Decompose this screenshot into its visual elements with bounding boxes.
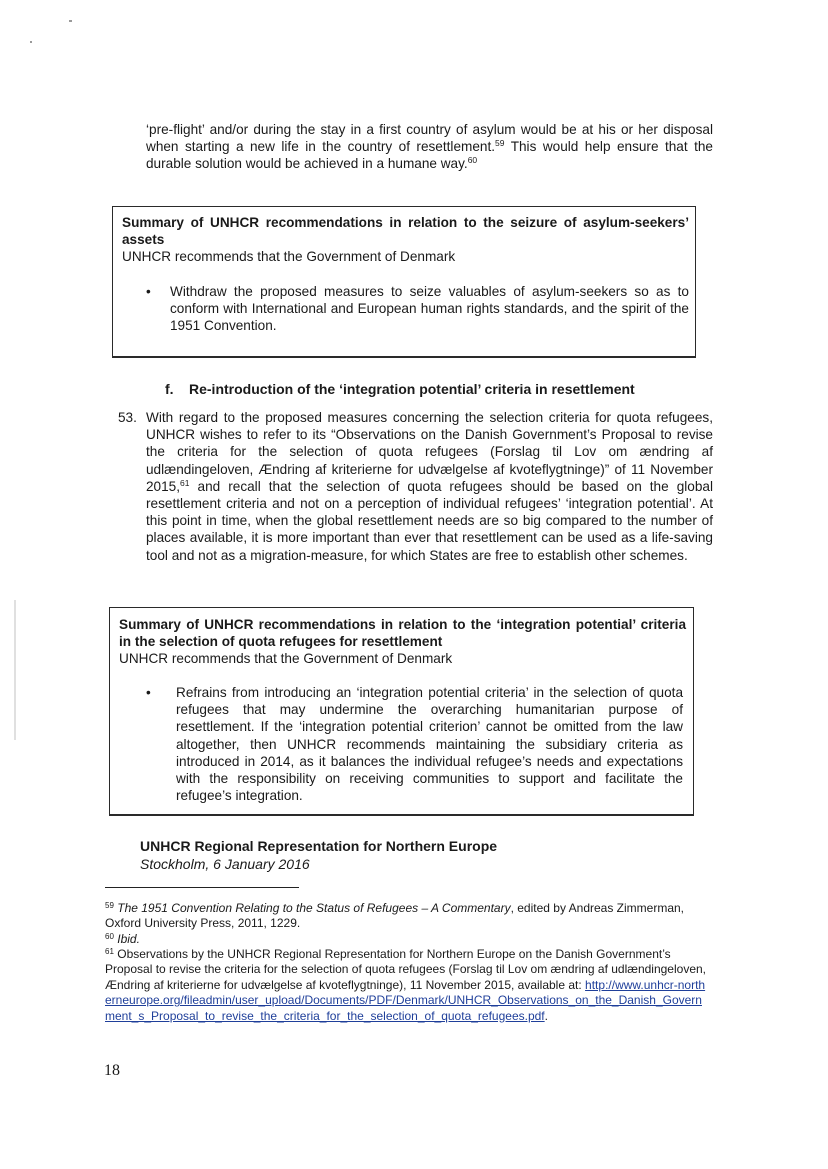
footnote-link[interactable]: http://www.unhcr-northerneurope.org/fileadmin/user_upload/Documents/PDF/Denmark/UNHCR_Observations_on_the_Danish_Government_s_Proposal_to_revise_the_criteria_for_the_selection_of_quota_refugees.pdf (105, 977, 706, 1023)
paragraph-text: and recall that the selection of quota refugees should be based on the global resettlement criteria and not on a perception of individual refugees’ ‘integration potential’. At this point in time, when the global resettlement needs are so big compared to the number of places available, it is more important than ever that resettlement can be used as a life-saving tool and not as a migration-measure, for which States are free to establish other schemes. (146, 478, 713, 563)
summary-box-intro: UNHCR recommends that the Government of Denmark (122, 249, 456, 265)
recommendation-text: Withdraw the proposed measures to seize valuables of asylum-seekers so as to conform with International and European human rights standards, and the spirit of the 1951 Convention. (170, 284, 689, 334)
paragraph-text: With regard to the proposed measures concerning the selection criteria for quota refugees, UNHCR wishes to refer to its “Observations on the Danish Government’s Proposal to revise the criteria for the selection of quota refugees (Forslag til Lov om ændring af udlændingeloven, Ændring af kriterierne for udvælgelse af kvoteflygtninge)” of 11 November 2015, (146, 410, 713, 494)
recommendation-item (146, 283, 689, 335)
footnote-text: Ibid. (117, 932, 140, 946)
footnote-59 (105, 898, 710, 932)
footnote-text: , edited by Andreas Zimmerman, Oxford University Press, 2011, 1229. (105, 901, 685, 931)
bullet-icon: • (146, 284, 151, 299)
section-letter: f. (165, 381, 174, 397)
footnote-separator (105, 887, 299, 888)
footnote-ref-60[interactable]: 60 (467, 155, 478, 166)
bullet-icon: • (146, 685, 151, 700)
signature-org: UNHCR Regional Representation for Northern Europe (140, 838, 498, 854)
intro-paragraph (146, 121, 713, 173)
footnote-number: 61 (105, 947, 114, 956)
scan-speck (69, 20, 72, 22)
signature-block (140, 837, 497, 873)
intro-text: ‘pre-flight’ and/or during the stay in a first country of asylum would be at his or her disposal when starting a new life in the country of resettlement. (146, 122, 713, 155)
signature-place-date: Stockholm, 6 January 2016 (140, 856, 310, 872)
summary-box-intro: UNHCR recommends that the Government of Denmark (119, 651, 453, 667)
summary-box-title: Summary of UNHCR recommendations in relation to the seizure of asylum-seekers’ assets (122, 215, 689, 248)
summary-box-assets (112, 206, 696, 358)
footnote-text: Observations by the UNHCR Regional Representation for Northern Europe on the Danish Government’s Proposal to revise the criteria for the selection of quota refugees (Forslag til Lov om ændring af udlændingeloven, Ændring af kriterierne for udvælgelse af kvoteflygtninge), 11 November 2015, available at: (105, 947, 706, 992)
footnote-ref-61[interactable]: 61 (180, 477, 190, 488)
section-heading-f (165, 380, 635, 398)
footnote-text: . (544, 1008, 548, 1023)
footnote-61 (105, 944, 710, 1024)
intro-text: This would help ensure that the durable solution would be achieved in a humane way. (146, 139, 713, 172)
recommendation-text: Refrains from introducing an ‘integration potential criteria’ in the selection of quota refugees that may undermine the overarching humanitarian purpose of resettlement. If the ‘integration potential criterion’ cannot be omitted from the law altogether, then UNHCR recommends maintaining the subsidiary criteria as introduced in 2014, as it balances the individual refugee’s needs and expectations with the responsibility on receiving communities to support and facilitate the refugee’s integration. (176, 685, 683, 804)
summary-box-title: Summary of UNHCR recommendations in relation to the ‘integration potential’ criteria in the selection of quota refugees for resettlement (119, 617, 686, 650)
footnote-ref-59[interactable]: 59 (495, 138, 505, 149)
page-number: 18 (104, 1062, 120, 1079)
recommendation-item (146, 684, 683, 804)
footnote-number: 59 (105, 901, 114, 910)
section-title: Re-introduction of the ‘integration potential’ criteria in resettlement (189, 381, 635, 397)
paragraph-53 (146, 409, 713, 564)
scan-speck (30, 41, 32, 43)
paragraph-number: 53. (118, 410, 137, 425)
summary-box-integration (109, 607, 694, 816)
footnote-title: The 1951 Convention Relating to the Status of Refugees – A Commentary (117, 901, 511, 915)
footnote-number: 60 (105, 932, 114, 941)
scan-edge-mark (14, 600, 16, 740)
